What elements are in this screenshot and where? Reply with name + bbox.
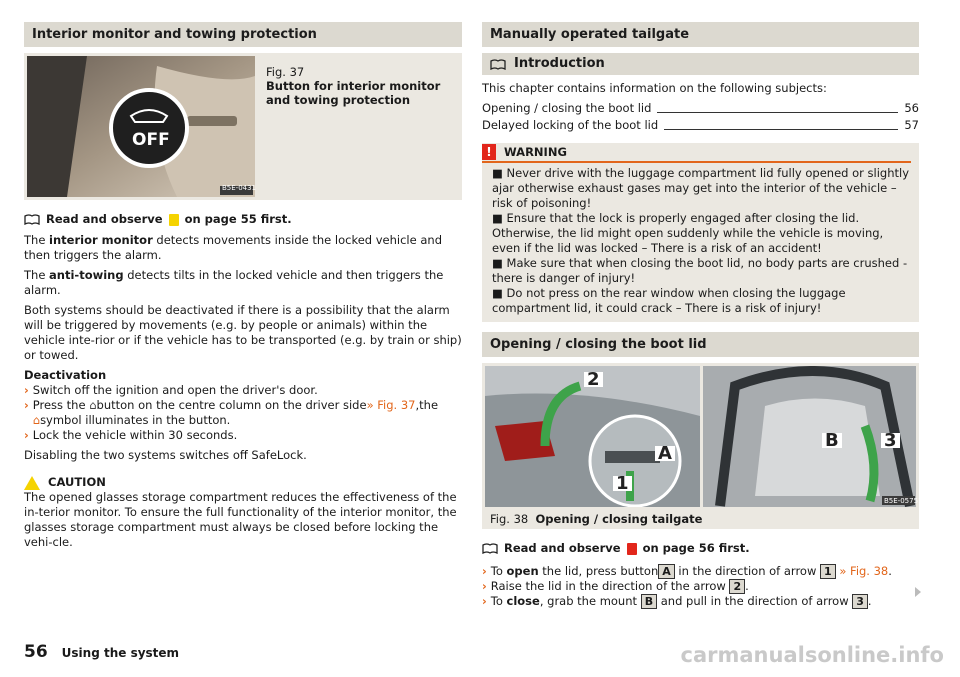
intro-band: Introduction [482,53,919,75]
step-item: › Press the ⌂button on the centre column on the driver side» Fig. 37,the ⌂symbol illuminates in the button. [24,398,439,427]
section-title: Interior monitor and towing protection [24,22,462,47]
warning-line: ■ Ensure that the lock is properly engaged after closing the lid. Otherwise, the lid might open suddenly while the vehicle is moving, even if the lid was locked – There is a risk of an accident! [492,211,884,255]
step-item: › To open the lid, press button A in the direction of arrow 1 » Fig. 38. [482,564,892,578]
caution-triangle-icon [24,476,40,490]
watermark: carmanualsonline.info [680,643,944,667]
warning-line: ■ Never drive with the luggage compartment lid fully opened or slightly ajar otherwise exhaust gases may get into the interior of the vehicle – risk of poisoning! [492,166,910,210]
footer-section: Using the system [61,646,180,660]
step-item: › Raise the lid in the direction of the arrow 2 . [482,579,749,593]
book-icon [490,59,506,70]
paragraph-interior-monitor: The interior monitor detects movements inside the locked vehicle and then triggers the alarm. [24,233,442,262]
button-label-A: A [655,446,675,461]
arrow-label-1: 1 [613,476,632,491]
caution-header: CAUTION [24,475,462,490]
caution-text: The opened glasses storage compartment reduces the effectiveness of the in-terior monitor. To ensure the full functionality of the interior monitor, the glasses storage compartment must always be closed before locking the vehi-cle. [24,490,457,549]
paragraph-deactivate-info: Both systems should be deactivated if there is a possibility that the alarm will be triggered by movements (e.g. by people or animals) within the vehicle inte-rior or if the vehicle has to be transported (e.g. by train or ship) or towed. [24,303,462,362]
step-item: › To close, grab the mount B and pull in the direction of arrow 3 . [482,594,872,608]
step-item: › Switch off the ignition and open the driver's door. [24,383,318,397]
fig-38-link[interactable]: » Fig. 38 [835,564,889,578]
figure-code: B5E-0431 [222,184,257,192]
figure-38 [482,363,919,529]
off-button-label: OFF [132,130,170,150]
page-footer [24,642,180,662]
deactivation-title: Deactivation [24,368,107,382]
figure-caption-row: Fig. 38 Opening / closing tailgate [490,512,703,526]
book-icon [482,543,498,554]
tailgate-photo [485,366,919,507]
read-observe: Read and observe on page 56 first. [482,541,919,556]
mount-label-B: B [822,433,842,448]
arrow-label-2: 2 [584,372,603,387]
figure-number: Fig. 37 [266,65,305,79]
continue-arrow-icon [915,587,921,597]
warning-line: ■ Make sure that when closing the boot lid, no body parts are crushed - there is danger of injury! [492,256,908,285]
right-column [482,22,919,609]
paragraph-anti-towing: The anti-towing detects tilts in the locked vehicle and then triggers the alarm. [24,268,444,297]
toc-item[interactable]: Delayed locking of the boot lid 57 [482,118,919,132]
figure-caption: Button for interior monitor and towing protection [266,79,441,107]
figure-37 [24,53,462,200]
arrow-label-3: 3 [881,433,900,448]
car-alarm-icon: ⌂ [89,398,97,412]
warning-box: ! WARNING ■ Never drive with the luggage compartment lid fully opened or slightly ajar otherwise exhaust gases may get into the interior of the vehicle – risk of poisoning! ■ Ensure that the lock is properly engaged after closing the lid. Otherwise, the lid might open suddenly while the vehicle is moving, even if the lid was locked – There is a risk of an accident! ■ Make sure that when closing the boot lid, no body parts are crushed - there is danger of injury! ■ Do not press on the rear window when closing the luggage compartment lid, it could crack – There is a risk of injury! [482,143,919,322]
step-item: › Lock the vehicle within 30 seconds. [24,428,238,442]
page-number: 56 [24,642,48,662]
read-observe: Read and observe on page 55 first. [24,212,462,227]
paragraph-safelock: Disabling the two systems switches off SafeLock. [24,448,307,462]
car-alarm-icon-orange: ⌂ [32,413,41,427]
intro-text: This chapter contains information on the following subjects: [482,81,827,95]
warning-badge-icon [627,543,637,555]
subsection-title: Opening / closing the boot lid [482,332,919,357]
fig-37-link[interactable]: » Fig. 37 [366,398,416,412]
book-icon [24,214,40,225]
toc-item[interactable]: Opening / closing the boot lid 56 [482,101,919,115]
warning-line: ■ Do not press on the rear window when closing the luggage compartment lid, it could crack – There is a risk of injury! [492,286,846,315]
section-title: Manually operated tailgate [482,22,919,47]
caution-badge-icon [169,214,179,226]
warning-icon: ! [482,144,496,160]
left-column [24,22,462,555]
interior-monitor-photo [27,56,255,197]
figure-code: B5E-0575 [884,497,919,505]
